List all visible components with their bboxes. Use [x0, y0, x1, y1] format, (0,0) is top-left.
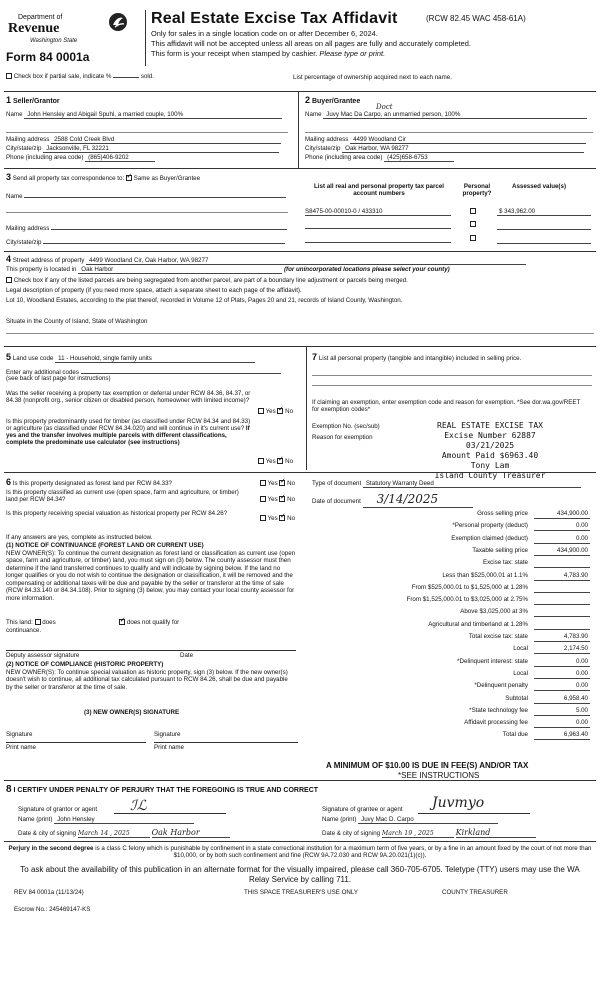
sig-row: Signature [6, 731, 33, 738]
continuance-label: continuance. [6, 627, 42, 634]
form-title: Real Estate Excise Tax Affidavit [151, 10, 398, 27]
buyer-phone-row: Phone (including area code) (425)658-6753 [305, 154, 454, 162]
tax-row-value[interactable]: 5.00 [534, 707, 590, 716]
partial-sale-checkbox[interactable] [6, 73, 12, 79]
personal-checkbox-3[interactable] [470, 235, 476, 242]
buyer-mailing-row: Mailing address 4499 Woodland Cir [305, 136, 586, 144]
tax-row-value[interactable] [534, 559, 590, 568]
q2-yes-checkbox[interactable] [258, 458, 264, 464]
legal-label: Legal description of property (if you need more space, attach a separate sheet to each page of the affidavit). [6, 287, 302, 294]
grantor-name-field[interactable]: John Hensley [54, 816, 194, 824]
grantor-date-row: Date & city of signing March 14 , 2025 Oak Harbor [18, 828, 230, 838]
seller-mailing-field[interactable]: 2588 Cold Creek Blvd [51, 136, 281, 144]
correspondence-heading: 3 Send all property tax correspondence to: ✓ Same as Buyer/Grantee [6, 172, 200, 182]
parcel-number-field[interactable]: S8475-00-00010-0 / 433310 [305, 208, 451, 216]
notice2-title: (2) NOTICE OF COMPLIANCE (HISTORIC PROPERTY) [6, 661, 164, 668]
forest-q3-yes-no: Yes ✓ No [260, 515, 295, 522]
tax-row-value[interactable]: 0.00 [534, 719, 590, 728]
corr-city-row: City/state/zip [6, 237, 285, 246]
forest-q1: 6 Is this property designated as forest land per RCW 84.33? [6, 477, 172, 487]
tax-row-label: Affidavit processing fee [464, 719, 528, 727]
document-type-field[interactable]: Statutory Warranty Deed [363, 480, 581, 488]
deputy-date-label: Date [180, 652, 194, 659]
buyer-name-correction: Doct [376, 103, 393, 111]
seller-city-field[interactable]: Jacksonville, FL 32221 [43, 145, 279, 153]
exemption-no-label: Exemption No. (sec/sub) [312, 423, 380, 430]
corr-name-row: Name [6, 191, 286, 200]
parcel-col-header: List all real and personal property tax parcel account numbers [314, 183, 444, 198]
grantor-date-field[interactable]: March 14 , 2025 [78, 830, 150, 838]
dept-name: Revenue [8, 21, 60, 36]
seller-city-row: City/state/zip Jacksonville, FL 32221 [6, 145, 279, 153]
legal-description-line2: Situate in the County of Island, State of Washington [6, 318, 148, 325]
tax-row-label: Local [513, 669, 528, 677]
document-date-field[interactable]: 3/14/2025 [363, 493, 473, 508]
parcel-row [305, 208, 451, 216]
does-not-qualify-checkbox[interactable] [119, 619, 125, 625]
property-located-row: This property is located in Oak Harbor (for unincorporated locations please select your county) [6, 266, 450, 273]
tax-row-label: *State technology fee [469, 706, 528, 714]
buyer-name-row: Name Juvy Mac Da Carpo, an unmarried person, 100% [305, 111, 587, 119]
buyer-mailing-field[interactable]: 4499 Woodland Cir [350, 136, 586, 144]
forest-q2-yes-no: Yes ✓ No [260, 496, 295, 503]
land-use-code-field[interactable]: 11 - Household, single family units [55, 355, 255, 363]
forest-q2-no[interactable] [279, 496, 285, 502]
parcel-row [305, 236, 451, 245]
buyer-name-field[interactable]: Juvy Mac Da Carpo, an unmarried person, 100% [323, 111, 587, 119]
grantee-date-field[interactable]: March 19 , 2025 [382, 830, 454, 838]
escrow-number: Escrow No.: 245469147-KS [14, 906, 91, 913]
tax-row-value[interactable]: 434,900.00 [534, 510, 590, 519]
corr-mailing-field[interactable] [51, 223, 287, 230]
perjury-notice: Perjury in the second degree is a class C felony which is punishable by confinement in a state correctional institution for a maximum term of five years, or by a fine in an amount fixed by the court of not more than $10,000, or by both such confinement and fine (RCW 9A.72.030 and RCW 9A.20.021(1)(c)). [8, 845, 592, 860]
tax-row-label: *Delinquent penalty [474, 682, 528, 690]
forest-q1-yes[interactable] [260, 480, 266, 486]
grantee-date-row: Date & city of signing March 19 , 2025 Kirkland [322, 828, 536, 838]
sig-row-2: Signature [154, 731, 181, 738]
property-address-field[interactable]: 4499 Woodland Cir, Oak Harbor, WA 98277 [86, 257, 526, 265]
tax-row-value[interactable]: 4,783.90 [534, 572, 590, 581]
q1-yes-checkbox[interactable] [258, 408, 264, 414]
see-instructions: *SEE INSTRUCTIONS [398, 771, 480, 780]
tax-row-label: From $1,525,000.01 to $3,025,000 at 2.75% [406, 596, 528, 604]
property-located-field[interactable]: Oak Harbor [78, 266, 282, 274]
forest-q3: Is this property receiving special valuation as historical property per RCW 84.26? [6, 510, 228, 517]
document-type-row: Type of document Statutory Warranty Deed [312, 480, 581, 488]
tax-row-label: Above $3,025,000 at 3% [460, 608, 528, 616]
parcel-row [305, 222, 451, 231]
tax-row-value[interactable]: 0.00 [534, 682, 590, 691]
exemption-question: Was the seller receiving a property tax exemption or deferral under RCW 84.36, 84.37, or 84.38 (nonprofit org., senior citizen or disabled person, homeowner with limited income)? [6, 390, 251, 405]
minimum-fee-note: A MINIMUM OF $10.00 IS DUE IN FEE(S) AND/OR TAX [326, 761, 529, 770]
assessed-value-field[interactable] [497, 222, 591, 230]
tax-row-label: *Delinquent interest: state [457, 657, 528, 665]
corr-city-field[interactable] [43, 237, 285, 244]
if-yes-note: If any answers are yes, complete as instructed below. [6, 534, 153, 541]
tax-row-value[interactable] [534, 596, 590, 605]
tax-row-label: From $525,000.01 to $1,525,000 at 1.28% [411, 583, 528, 591]
grantee-signature: Juvmyo [432, 795, 485, 811]
form-number: Form 84 0001a [6, 50, 90, 64]
grantor-city-field[interactable]: Oak Harbor [152, 828, 230, 838]
forest-q1-yes-no: Yes ✓ No [260, 480, 295, 487]
corr-name-field[interactable] [24, 191, 286, 198]
buyer-city-row: City/state/zip Oak Harbor, WA 98277 [305, 145, 584, 153]
reason-label: Reason for exemption [312, 434, 373, 441]
tax-row-label: Taxable selling price [472, 546, 528, 554]
tax-row-value[interactable]: 0.00 [534, 658, 590, 667]
grantee-name-field[interactable]: Juvy Mac D. Carpo [358, 816, 498, 824]
form-rcw: (RCW 82.45 WAC 458-61A) [426, 14, 526, 23]
seller-name-field[interactable]: John Hensley and Abigail Spuhl, a married couple, 100% [24, 111, 282, 119]
treasurer-use-label: THIS SPACE TREASURER'S USE ONLY [244, 889, 358, 896]
tax-row-label: Less than $525,000.01 at 1.1% [442, 571, 528, 579]
this-land-row: This land: does ✓ does not qualify for [6, 619, 179, 626]
assessed-value-field[interactable] [497, 236, 591, 244]
notice1-body: NEW OWNER(S): To continue the current designation as forest land or classification as current use (open space, farm and agriculture, or timber) land, you must sign on (3) below. The county assessor must then determine if the land transferred continues to qualify and will indicate by signing below. If the land no longer qualifies or you do not wish to continue the designation or classification, it will be removed and the compensating or additional taxes will be due and payable by the seller or transferor at the time of sale (RCW 84.33.140 or 84.34.108). Prior to signing (3) below, you may contact your local county assessor for more information. [6, 550, 296, 602]
tax-row-value[interactable]: 434,900.00 [534, 547, 590, 556]
forest-q2: Is this property classified as current use (open space, farm and agriculture, or timber) land per RCW 84.34? [6, 489, 239, 504]
tax-row-value[interactable]: 4,783.90 [534, 633, 590, 642]
parcel-number-field[interactable] [305, 236, 451, 243]
tax-row-value[interactable]: 6,963.40 [534, 731, 590, 740]
partial-sale-row: Check box if partial sale, indicate % sold. [6, 73, 154, 80]
tax-row-value[interactable]: 6,958.40 [534, 695, 590, 704]
parcel-number-field[interactable] [305, 222, 451, 229]
assessed-value-field[interactable]: $ 343,962.00 [497, 208, 591, 216]
exemption-yes-no: Yes ✓ No [258, 408, 293, 415]
tax-row-label: Local [513, 645, 528, 653]
notice1-title: (1) NOTICE OF CONTINUANCE (FOREST LAND OR CURRENT USE) [6, 542, 204, 549]
forest-q1-no[interactable] [279, 480, 285, 486]
same-as-buyer-checkbox[interactable] [126, 175, 132, 181]
corr-mailing-row: Mailing address [6, 223, 287, 232]
segregated-row: Check box if any of the listed parcels are being segregated from another parcel, are part of a boundary line adjustment or parcels being merged. [6, 277, 408, 284]
print-name-row-2: Print name [154, 744, 184, 751]
tax-row-value[interactable] [534, 584, 590, 593]
does-qualify-checkbox[interactable] [35, 619, 41, 625]
revenue-logo-icon [108, 12, 128, 32]
grantor-signature-label: Signature of grantor or agent [18, 806, 98, 813]
personal-property-heading: 7 List all personal property (tangible and intangible) included in selling price. [312, 352, 522, 362]
new-owner-signature-title: (3) NEW OWNER(S) SIGNATURE [84, 709, 180, 716]
treasurer-stamp: REAL ESTATE EXCISE TAX Excise Number 62887 03/21/2025 Amount Paid $6963.40 Tony Lam Island County Treasurer [434, 421, 546, 480]
rev-number: REV 84 0001a (11/13/24) [14, 889, 84, 896]
deputy-signature-label: Deputy assessor signature [6, 652, 80, 659]
forest-q3-yes[interactable] [260, 515, 266, 521]
personal-checkbox-1[interactable] [470, 208, 476, 215]
seller-phone-field[interactable]: (865)406-9202 [85, 154, 155, 162]
property-address-row: 4 Street address of property 4499 Woodland Cir, Oak Harbor, WA 98277 [6, 254, 526, 265]
buyer-heading: 2 Buyer/Grantee [305, 95, 361, 105]
dept-state: Washington State [30, 38, 78, 44]
seller-heading: 1 Seller/Grantor [6, 95, 60, 105]
personal-checkbox-2[interactable] [470, 221, 476, 228]
tax-row-label: Agricultural and timberland at 1.28% [428, 620, 528, 628]
buyer-city-field[interactable]: Oak Harbor, WA 98277 [342, 145, 584, 153]
seller-name-row: Name John Hensley and Abigail Spuhl, a married couple, 100% [6, 111, 288, 119]
assessed-col-header: Assessed value(s) [512, 183, 566, 190]
tax-row-label: Exemption claimed (deduct) [451, 534, 528, 542]
tax-row-value[interactable]: 2,174.50 [534, 645, 590, 654]
personal-col-header: Personal property? [462, 183, 492, 198]
land-use-row: 5 Land use code 11 - Household, single family units [6, 352, 255, 363]
tax-row-label: *Personal property (deduct) [452, 522, 528, 530]
forest-q3-no[interactable] [279, 515, 285, 521]
notice2-body: NEW OWNER(S): To continue special valuation as historic property, sign (3) below. If the new owner(s) doesn't wish to continue, all additional tax calculated pursuant to RCW 84.26, shall be due and payable by the seller or transferor at the time of sale. [6, 669, 288, 691]
segregated-checkbox[interactable] [6, 277, 12, 283]
tax-row-value[interactable]: 0.00 [534, 522, 590, 531]
additional-codes-row: Enter any additional codes [6, 367, 281, 376]
dept-line1: Department of [18, 14, 63, 21]
grantor-signature: ℐℒ [130, 798, 147, 814]
alt-format-notice: To ask about the availability of this publication in an alternate format for the visually impaired, please call 360-705-6705. Teletype (TTY) users may use the WA Relay Service by calling 711. [20, 865, 580, 884]
tax-row-value[interactable] [534, 621, 590, 630]
header-line2: This affidavit will not be accepted unless all areas on all pages are fully and accurately completed. [151, 39, 471, 48]
tax-row-label: Excise tax: state [482, 559, 528, 567]
certify-heading: 8 I CERTIFY UNDER PENALTY OF PERJURY THAT THE FOREGOING IS TRUE AND CORRECT [6, 784, 319, 795]
exemption-note: If claiming an exemption, enter exemption code and reason for exemption. *See dor.wa.gov/REET for exemption codes* [312, 399, 581, 414]
q2-no-checkbox[interactable] [277, 458, 283, 464]
header-line3: This form is your receipt when stamped by cashier. Please type or print. [151, 49, 386, 58]
additional-codes-note: (see back of last page for instructions) [6, 375, 111, 382]
tax-row-value[interactable]: 0.00 [534, 670, 590, 679]
tax-row-value[interactable] [534, 608, 590, 617]
list-pct-note: List percentage of ownership acquired next to each name. [293, 74, 452, 81]
additional-codes-field[interactable] [81, 367, 281, 374]
tax-row-label: Total excise tax: state [468, 633, 528, 640]
grantee-signature-label: Signature of grantee or agent [322, 806, 403, 813]
q1-no-checkbox[interactable] [277, 408, 283, 414]
tax-row-label: Gross selling price [477, 510, 528, 517]
legal-description-line1: Lot 10, Woodland Estates, according to the plat thereof, recorded in Volume 12 of Plats, Pages 20 and 21, records of Island County, Washington. [6, 297, 403, 304]
seller-phone-row: Phone (including area code) (865)406-9202 [6, 154, 155, 162]
grantee-city-field[interactable]: Kirkland [456, 828, 536, 838]
print-name-row: Print name [6, 744, 36, 751]
buyer-phone-field[interactable]: (425)658-6753 [384, 154, 454, 162]
grantee-name-row: Name (print) Juvy Mac D. Carpo [322, 816, 498, 824]
seller-mailing-row: Mailing address 2588 Cold Creek Blvd [6, 136, 281, 144]
forest-q2-yes[interactable] [260, 496, 266, 502]
document-date-row: Date of document 3/14/2025 [312, 493, 473, 508]
timber-question: Is this property predominantly used for timber (as classified under RCW 84.34 and 84.33) or agriculture (as classified under RCW 84.34.020) and will continue in it's current use? If yes and the transfer involves multiple parcels with different classifications, complete the predominate use calculator (see instructions) [6, 418, 251, 447]
grantor-name-row: Name (print) John Hensley [18, 816, 194, 824]
tax-row-label: Total due [502, 731, 528, 739]
county-treasurer-label: COUNTY TREASURER [442, 889, 508, 896]
timber-yes-no: Yes ✓ No [258, 458, 293, 465]
tax-row-value[interactable]: 0.00 [534, 535, 590, 544]
header-line1: Only for sales in a single location code on or after December 6, 2024. [151, 29, 378, 38]
tax-row-label: Subtotal [505, 694, 528, 702]
